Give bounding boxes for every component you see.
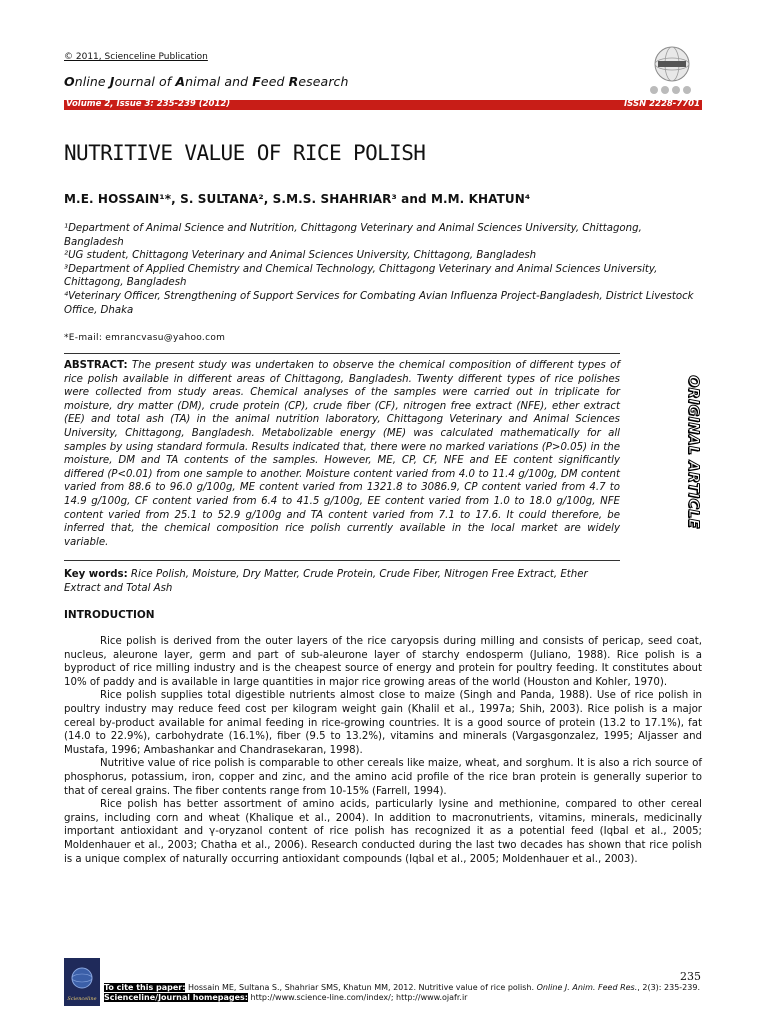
abstract-top-rule [64,353,620,354]
keywords-label: Key words: [64,569,128,580]
article-title: NUTRITIVE VALUE OF RICE POLISH [64,141,426,165]
abstract-label: ABSTRACT: [64,360,128,371]
citation-footer: To cite this paper: Hossain ME, Sultana S., Shahriar SMS, Khatun MM, 2012. Nutritive value of rice polish. Online J. Anim. Feed Res., 2(3): 235-239. Scienceline/Journal homepages: http://www.science-line.com/index/; http://www.ojafr.ir [104,983,700,1002]
copyright-line: © 2011, Scienceline Publication [64,52,208,62]
cite-label: To cite this paper: [104,983,186,992]
homepage-label: Scienceline/Journal homepages: [104,993,248,1002]
page-number: 235 [680,970,701,983]
affiliation: ³Department of Applied Chemistry and Chemical Technology, Chittagong Veterinary and Animal Sciences University, Chittagong, Bangladesh [64,263,658,289]
journal-name: Online Journal of Animal and Feed Research [64,74,349,89]
introduction-body [64,635,702,866]
homepage-links[interactable]: http://www.science-line.com/index/; http://www.ojafr.ir [248,993,468,1002]
scienceline-logo-icon [64,958,100,1006]
abstract [64,359,620,549]
affiliation: ²UG student, Chittagong Veterinary and Animal Sciences University, Chittagong, Bangladesh [64,250,537,262]
abstract-bottom-rule [64,560,620,561]
affiliation: ¹Department of Animal Science and Nutrition, Chittagong Veterinary and Animal Sciences University, Chittagong, Bangladesh [64,223,642,248]
abstract-text: The present study was undertaken to observe the chemical composition of different types of rice polish available in different areas of Chittagong, Bangladesh. Twenty different types of rice polishes were collected from study areas. Chemical analyses of the samples were carried out in triplicate for moisture, dry matter (DM), crude protein (CP), crude fiber (CF), nitrogen free extract (NFE), ether extract (EE) and total ash (TA) in the animal nutrition laboratory, Chittagong Veterinary and Animal Sciences University, Chittagong, Bangladesh. Metabolizable energy (ME) was calculated mathematically for all samples by using standard formula. Results indicated that, there were no marked variations (P>0.05) in the moisture, DM and TA contents of the samples. However, ME, CP, CF, NFE and EE content significantly differed (P<0.01) from one sample to another. Moisture content varied from 4.0 to 11.4 g/100g, DM content varied from 88.6 to 96.0 g/100g, ME content varied from 1321.8 to 3086.9, CP content varied from 4.7 to 14.9 g/100g, CF content varied from 6.4 to 41.5 g/100g, EE content varied from 1.0 to 18.0 g/100g, NFE content varied from 25.1 to 52.9 g/100g and TA content varied from 7.1 to 17.6. It could therefore, be inferred that, the chemical composition rice polish currently available in the local market are widely variable. [64,360,620,548]
introduction-heading: INTRODUCTION [64,609,155,621]
paragraph: Rice polish supplies total digestible nutrients almost close to maize (Singh and Panda, 1988). Use of rice polish in poultry industry may reduce feed cost per kilogram weight gain (Khalil et al., 1997a; Shih, 2003). Rice polish is a major cereal by-product available for animal feeding in rice-growing countries. It is a good source of protein (13.2 to 17.1%), fat (14.0 to 22.9%), carbohydrate (16.1%), fiber (9.5 to 13.2%), vitamins and minerals (Vargasgonzalez, 1995; Aljasser and Mustafa, 1996; Ambashankar and Chandrasekaran, 1998). [64,690,702,756]
volume-bar [64,100,702,110]
original-article-label: ORIGINAL ARTICLE [685,375,701,529]
paragraph: Rice polish has better assortment of amino acids, particularly lysine and methionine, compared to other cereal grains, including corn and wheat (Khalique et al., 2004). In addition to macronutrients, vitamins, minerals, medicinally important antioxidant and γ-oryzanol content of rice polish has recognized it as a potential feed (Iqbal et al., 2005; Moldenhauer et al., 2003; Chatha et al., 2006). Research conducted during the last two decades has shown that rice polish is a unique complex of naturally occurring antioxidant compounds (Iqbal et al., 2005; Moldenhauer et al., 2003). [64,799,702,865]
journal-logo-icon [644,44,700,98]
issn-info: ISSN 2228-7701 [623,99,700,109]
corresponding-email: *E-mail: emrancvasu@yahoo.com [64,333,226,343]
svg-text:Scienceline: Scienceline [67,996,97,1002]
keywords [64,568,620,595]
affiliations [64,222,704,317]
author-list: M.E. HOSSAIN¹*, S. SULTANA², S.M.S. SHAHRIAR³ and M.M. KHATUN⁴ [64,192,531,206]
paragraph: Rice polish is derived from the outer layers of the rice caryopsis during milling and consists of pericap, seed coat, nucleus, aleurone layer, germ and part of sub-aleurone layer of starchy endosperm (Juliano, 1988). Rice polish is a byproduct of rice milling industry and is the cheapest source of energy and protein for poultry feeding. It constitutes about 10% of paddy and is available in large quantities in major rice growing areas of the world (Houston and Kohler, 1970). [64,636,702,688]
affiliation: ⁴Veterinary Officer, Strengthening of Support Services for Combating Avian Influenza Project-Bangladesh, District Livestock Office, Dhaka [64,290,694,316]
keywords-text: Rice Polish, Moisture, Dry Matter, Crude Protein, Crude Fiber, Nitrogen Free Extract, Ether Extract and Total Ash [64,569,588,594]
volume-info: Volume 2, Issue 3: 235-239 (2012) [66,99,231,109]
paragraph: Nutritive value of rice polish is comparable to other cereals like maize, wheat, and sorghum. It is also a rich source of phosphorus, potassium, iron, copper and zinc, and the amino acid profile of the rice bran protein is generally superior to that of cereal grains. The fiber contents range from 10-15% (Farrell, 1994). [64,758,702,797]
